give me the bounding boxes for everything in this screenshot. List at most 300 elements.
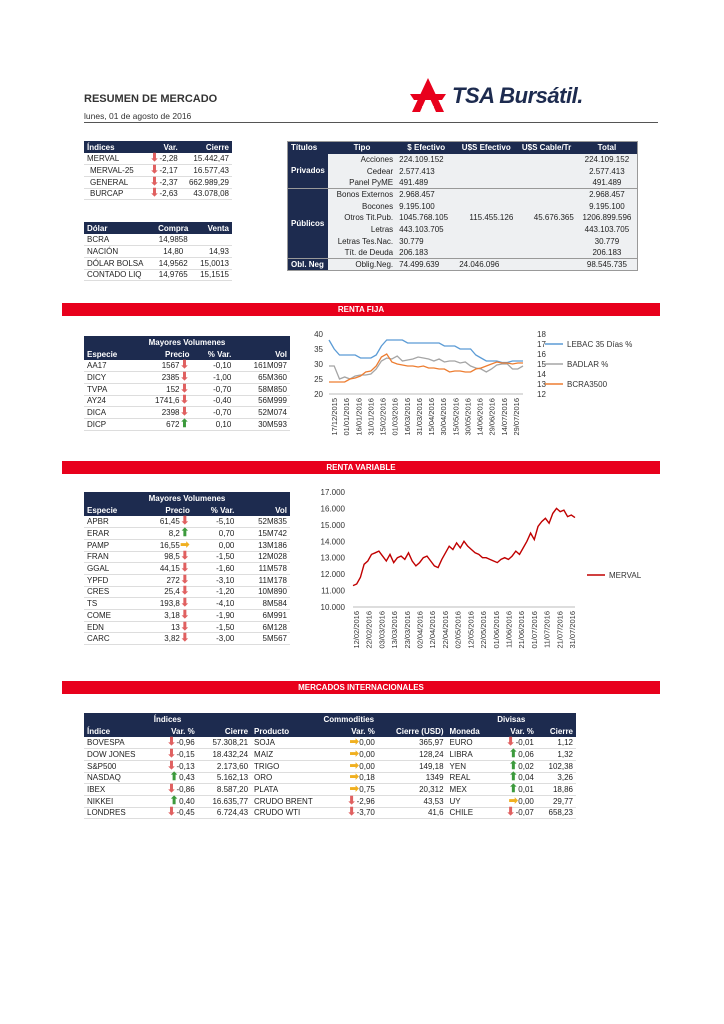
col-header: Títulos (291, 143, 318, 153)
arrow-down-icon: ⬇ (179, 371, 190, 384)
index-var: -0,15 (176, 750, 195, 760)
table-row (84, 749, 576, 761)
dolar-name: DÓLAR BOLSA (84, 257, 153, 269)
y-tick-label: 35 (314, 345, 323, 354)
dolar-name: CONTADO LIQ (84, 269, 153, 281)
especie-vol: 6M128 (237, 621, 290, 633)
x-tick-label: 15/02/2016 (378, 398, 388, 436)
table-row (84, 760, 576, 772)
especie-name: GGAL (84, 563, 139, 575)
index-var: 0,43 (179, 773, 195, 783)
col-header: Cierre (224, 726, 249, 736)
table-row (84, 407, 290, 419)
table-row (84, 516, 290, 528)
index-name: MERVAL (84, 153, 143, 165)
table-row (288, 212, 638, 224)
total-cell: 2.968.457 (589, 190, 625, 200)
col-header: % Var. (210, 505, 235, 515)
ars-cell: 2.968.457 (399, 190, 435, 200)
currency-name: LIBRA (447, 749, 493, 761)
table-row (288, 200, 638, 212)
col-header: Índices (87, 142, 115, 152)
especie-price: 13 (170, 622, 180, 632)
product-var: 0,00 (359, 738, 375, 748)
arrow-down-icon: ⬇ (180, 515, 190, 528)
ars-cell: 2.577.413 (399, 166, 435, 176)
especie-name: DICA (84, 407, 135, 419)
table-row (84, 610, 290, 622)
arrow-down-icon: ⬇ (180, 573, 190, 586)
col-header: Precio (165, 505, 190, 515)
especie-var: -0,70 (193, 407, 235, 419)
arrow-down-icon: ⬇ (180, 608, 190, 621)
especie-price: 3,18 (164, 610, 180, 620)
dolar-sell: 14,93 (193, 246, 232, 258)
cable-cell (516, 200, 577, 212)
cable-cell (516, 189, 577, 201)
especie-vol: 13M186 (237, 539, 290, 551)
x-tick-label: 30/05/2016 (463, 398, 473, 436)
y2-tick-label: 15 (537, 360, 546, 369)
product-name: CRUDO WTI (251, 807, 334, 819)
group-header: Divisas (497, 714, 526, 724)
x-tick-label: 01/06/2016 (491, 611, 501, 649)
tipo-cell: Acciones (360, 154, 394, 164)
arrow-down-icon: ⬇ (166, 736, 177, 749)
especie-name: APBR (84, 516, 139, 528)
table-row (84, 395, 290, 407)
product-var: 0,00 (359, 761, 375, 771)
arrow-down-icon: ⬇ (179, 382, 190, 395)
currency-name: REAL (447, 772, 493, 784)
tsa-logo (408, 76, 583, 116)
table-row (84, 633, 290, 645)
col-header: Total (597, 143, 617, 153)
especie-name: DICY (84, 372, 135, 384)
index-name: LONDRES (84, 807, 154, 819)
currency-var: 0,06 (518, 750, 534, 760)
index-close: 43.078,08 (181, 188, 232, 200)
product-close: 43,53 (378, 795, 447, 807)
especie-price: 1741,6 (155, 396, 180, 406)
renta-fija-banner: RENTA FIJA (62, 303, 660, 316)
ars-cell: 74.499.639 (399, 260, 440, 270)
col-header: Var. (163, 142, 178, 152)
especie-name: COME (84, 610, 139, 622)
especie-var: 0,70 (193, 528, 238, 540)
dolar-table (84, 222, 232, 281)
especie-name: YPFD (84, 574, 139, 586)
col-header: Índice (87, 726, 111, 736)
x-tick-label: 31/01/2016 (366, 398, 376, 436)
col-header: Precio (165, 349, 190, 359)
especie-vol: 6M991 (237, 610, 290, 622)
arrow-right-icon: ➡ (349, 783, 359, 796)
x-tick-label: 11/06/2016 (504, 611, 514, 648)
group-label: Públicos (288, 189, 328, 259)
especie-vol: 58M850 (234, 383, 290, 395)
y2-tick-label: 13 (537, 380, 546, 389)
y-tick-label: 30 (314, 360, 323, 369)
group-header: Índices (153, 714, 182, 724)
internacionales-table (84, 713, 576, 819)
currency-name: EURO (447, 737, 493, 749)
table-row (288, 259, 638, 271)
table-row (84, 795, 576, 807)
y-tick-label: 10.000 (320, 603, 345, 612)
table-row (288, 224, 638, 236)
especie-vol: 52M074 (234, 407, 290, 419)
table-row (84, 383, 290, 395)
table-row (288, 154, 638, 166)
arrow-down-icon: ⬇ (179, 394, 190, 407)
index-var: -2,63 (159, 189, 178, 199)
especie-vol: 56M999 (234, 395, 290, 407)
arrow-down-icon: ⬇ (149, 164, 160, 177)
currency-close: 1,12 (537, 737, 576, 749)
col-header: U$S Efectivo (461, 143, 511, 153)
x-tick-label: 13/03/2016 (390, 611, 400, 649)
currency-close: 102,38 (537, 760, 576, 772)
usd-cell (456, 189, 516, 201)
usd-cell (456, 224, 516, 236)
y2-tick-label: 14 (537, 370, 546, 379)
arrow-up-icon: ⬆ (179, 417, 190, 430)
cable-cell (516, 259, 577, 271)
table-row (84, 188, 232, 200)
legend-label: BADLAR % (567, 360, 609, 369)
cable-cell: 45.676.365 (533, 213, 574, 223)
y2-tick-label: 16 (537, 350, 546, 359)
total-cell: 2.577.413 (589, 166, 625, 176)
tipo-cell: Letras (370, 224, 394, 234)
table-row (84, 621, 290, 633)
especie-var: 0,00 (193, 539, 238, 551)
especie-name: EDN (84, 621, 139, 633)
especie-vol: 11M578 (237, 563, 290, 575)
arrow-right-icon: ➡ (349, 759, 359, 772)
table-row (288, 177, 638, 189)
col-header: Producto (254, 726, 290, 736)
usd-cell (456, 235, 516, 247)
tsa-logo-text: TSA Bursátil. (452, 83, 583, 108)
legend-label: BCRA3500 (567, 380, 608, 389)
col-header: Tipo (353, 143, 371, 153)
table-row (84, 551, 290, 563)
index-name: GENERAL (84, 176, 143, 188)
tipo-cell: Otros Tit.Pub. (344, 213, 394, 223)
total-cell: 206.183 (592, 248, 622, 258)
table-row (84, 563, 290, 575)
col-header: Compra (158, 223, 189, 233)
table-row (288, 235, 638, 247)
y-tick-label: 20 (314, 390, 323, 399)
x-tick-label: 22/04/2016 (440, 611, 450, 649)
tipo-cell: Tít. de Deuda (344, 248, 394, 258)
especie-name: ERAR (84, 528, 139, 540)
x-tick-label: 31/07/2016 (568, 611, 577, 649)
especie-vol: 12M028 (237, 551, 290, 563)
especie-vol: 161M097 (234, 360, 290, 372)
table-row (84, 257, 232, 269)
group-header: Commodities (323, 714, 375, 724)
x-tick-label: 29/06/2016 (487, 398, 497, 436)
product-close: 41,6 (378, 807, 447, 819)
legend-label: LEBAC 35 Días % (567, 340, 633, 349)
arrow-up-icon: ⬆ (169, 771, 179, 784)
currency-var: -0,01 (515, 738, 534, 748)
col-header: Var. % (351, 726, 375, 736)
arrow-down-icon: ⬇ (180, 562, 190, 575)
dolar-name: NACIÓN (84, 246, 153, 258)
especie-name: TVPA (84, 383, 135, 395)
especie-price: 44,15 (159, 564, 180, 574)
y2-tick-label: 18 (537, 330, 546, 339)
cable-cell (516, 247, 577, 259)
tipo-cell: Cedear (366, 166, 394, 176)
renta-fija-chart (295, 326, 675, 456)
index-close: 15.442,47 (181, 153, 232, 165)
renta-fija-table (84, 336, 290, 431)
x-tick-label: 22/02/2016 (364, 611, 374, 649)
table-row (84, 153, 232, 165)
table-row (288, 165, 638, 177)
total-cell: 98.545.735 (586, 260, 627, 270)
table-row (84, 246, 232, 258)
product-close: 1349 (378, 772, 447, 784)
index-name: BOVESPA (84, 737, 154, 749)
arrow-right-icon: ➡ (349, 748, 359, 761)
arrow-down-icon: ⬇ (166, 806, 177, 819)
col-header: Vol (275, 349, 287, 359)
arrow-right-icon: ➡ (349, 736, 359, 749)
col-header: % Var. (207, 349, 232, 359)
x-tick-label: 14/07/2016 (499, 398, 509, 436)
cable-cell (516, 235, 577, 247)
arrow-up-icon: ⬆ (508, 783, 518, 796)
arrow-down-icon: ⬇ (180, 632, 190, 645)
x-tick-label: 15/05/2016 (451, 398, 461, 436)
product-name: PLATA (251, 784, 334, 796)
indices-table (84, 141, 232, 200)
y-tick-label: 40 (314, 330, 323, 339)
ars-cell: 206.183 (399, 248, 429, 258)
especie-vol: 30M593 (234, 418, 290, 430)
table-row (84, 772, 576, 784)
currency-var: 0,02 (518, 761, 534, 771)
table-row (84, 269, 232, 281)
especie-name: TS (84, 598, 139, 610)
product-name: MAIZ (251, 749, 334, 761)
total-cell: 443.103.705 (584, 224, 630, 234)
especie-price: 16,55 (159, 540, 180, 550)
especie-vol: 65M360 (234, 372, 290, 384)
x-tick-label: 02/05/2016 (453, 611, 463, 649)
currency-close: 3,26 (537, 772, 576, 784)
dolar-sell (193, 234, 232, 246)
x-tick-label: 21/07/2016 (555, 611, 565, 649)
especie-price: 98,5 (164, 552, 180, 562)
currency-close: 29,77 (537, 795, 576, 807)
ars-cell: 491.489 (399, 177, 429, 187)
arrow-up-icon: ⬆ (508, 748, 518, 761)
header-rule (84, 122, 658, 123)
col-header: Moneda (449, 726, 480, 736)
col-header: Cierre (549, 726, 573, 736)
y-tick-label: 25 (314, 375, 323, 384)
especie-var: -3,00 (193, 633, 238, 645)
especie-price: 272 (166, 575, 180, 585)
table-row (84, 784, 576, 796)
arrow-down-icon: ⬇ (506, 736, 516, 749)
arrow-down-icon: ⬇ (180, 585, 190, 598)
x-tick-label: 01/07/2016 (529, 611, 539, 649)
total-cell: 9.195.100 (589, 201, 625, 211)
table-row (84, 528, 290, 540)
y-tick-label: 12.000 (320, 570, 345, 580)
product-close: 128,24 (378, 749, 447, 761)
especie-var: -1,50 (193, 621, 238, 633)
currency-close: 18,86 (537, 784, 576, 796)
group-label: Privados (288, 154, 328, 189)
product-name: TRIGO (251, 760, 334, 772)
tipo-cell: Bonos Externos (336, 190, 394, 200)
group-label: Obl. Neg (288, 259, 328, 271)
tipo-cell: Oblig.Neg. (355, 260, 394, 270)
total-cell: 224.109.152 (584, 154, 630, 164)
index-name: BURCAP (84, 188, 143, 200)
total-cell: 30.779 (594, 236, 620, 246)
especie-vol: 15M742 (237, 528, 290, 540)
y-tick-label: 17.000 (320, 488, 345, 497)
especie-var: -3,10 (193, 574, 238, 586)
index-close: 16.577,43 (181, 165, 232, 177)
index-var: -0,86 (176, 785, 195, 795)
index-var: -0,45 (176, 808, 195, 818)
arrow-down-icon: ⬇ (149, 152, 160, 165)
tipo-cell: Panel PyME (349, 177, 394, 187)
arrow-down-icon: ⬇ (506, 806, 516, 819)
table-title: Mayores Volumenes (148, 337, 226, 347)
index-var: -2,37 (159, 177, 178, 187)
usd-cell (456, 177, 516, 189)
col-header: Cierre (USD) (395, 726, 444, 736)
table-row (84, 807, 576, 819)
x-tick-label: 16/03/2016 (402, 398, 412, 436)
especie-var: -1,90 (193, 610, 238, 622)
table-row (84, 574, 290, 586)
arrow-up-icon: ⬆ (180, 527, 190, 540)
table-row (84, 165, 232, 177)
index-var: -0,13 (176, 761, 195, 771)
arrow-down-icon: ⬇ (149, 175, 160, 188)
ars-cell: 9.195.100 (399, 201, 435, 211)
product-var: -2,96 (356, 796, 375, 806)
cable-cell (516, 177, 577, 189)
product-name: SOJA (251, 737, 334, 749)
especie-vol: 52M835 (237, 516, 290, 528)
index-close: 6.724,43 (198, 807, 251, 819)
dolar-buy: 14,9562 (153, 257, 193, 269)
x-tick-label: 15/04/2016 (427, 398, 437, 436)
currency-name: CHILE (447, 807, 493, 819)
especie-vol: 10M890 (237, 586, 290, 598)
x-tick-label: 16/01/2016 (354, 398, 364, 436)
especie-name: PAMP (84, 539, 139, 551)
currency-var: 0,04 (518, 773, 534, 783)
index-var: -2,28 (159, 154, 178, 164)
tipo-cell: Bocones (362, 201, 394, 211)
index-name: DOW JONES (84, 749, 154, 761)
table-row (84, 234, 232, 246)
especie-price: 2398 (161, 408, 180, 418)
usd-cell (456, 200, 516, 212)
especie-name: FRAN (84, 551, 139, 563)
arrow-down-icon: ⬇ (180, 550, 190, 563)
tsa-logo-icon (408, 76, 448, 116)
usd-cell: 24.046.096 (459, 260, 500, 270)
arrow-up-icon: ⬆ (508, 759, 518, 772)
x-tick-label: 12/04/2016 (428, 611, 438, 649)
arrow-down-icon: ⬇ (166, 748, 177, 761)
dolar-buy: 14,9858 (153, 234, 193, 246)
y-tick-label: 11.000 (321, 586, 345, 596)
usd-cell: 115.455.126 (469, 213, 514, 223)
ars-cell: 224.109.152 (399, 154, 444, 164)
col-header: Especie (87, 505, 118, 515)
currency-name: MEX (447, 784, 493, 796)
especie-vol: 11M178 (237, 574, 290, 586)
dolar-sell: 15,0013 (193, 257, 232, 269)
index-close: 2.173,60 (198, 760, 251, 772)
arrow-right-icon: ➡ (180, 538, 190, 551)
especie-price: 25,4 (164, 587, 180, 597)
report-title: RESUMEN DE MERCADO (84, 93, 218, 105)
x-tick-label: 22/05/2016 (479, 611, 489, 649)
col-header: U$S Cable/Tr (521, 143, 572, 153)
arrow-right-icon: ➡ (349, 771, 359, 784)
x-tick-label: 30/04/2016 (439, 398, 449, 436)
product-name: CRUDO BRENT (251, 795, 334, 807)
currency-name: YEN (447, 760, 493, 772)
especie-var: -0,70 (193, 383, 235, 395)
especie-var: -0,40 (193, 395, 235, 407)
currency-var: 0,01 (518, 785, 534, 795)
product-close: 365,97 (378, 737, 447, 749)
table-title: Mayores Volumenes (148, 493, 226, 503)
especie-price: 672 (166, 419, 180, 429)
index-var: -2,17 (159, 166, 178, 176)
x-tick-label: 31/03/2016 (414, 398, 424, 436)
cable-cell (516, 224, 577, 236)
arrow-down-icon: ⬇ (180, 620, 190, 633)
currency-var: -0,07 (515, 808, 534, 818)
y-tick-label: 16.000 (320, 504, 345, 514)
x-tick-label: 01/01/2016 (342, 398, 352, 436)
table-row (84, 360, 290, 372)
y-tick-label: 15.000 (320, 520, 345, 530)
usd-cell (456, 247, 516, 259)
arrow-down-icon: ⬇ (179, 359, 190, 372)
legend-label: MERVAL (609, 571, 642, 580)
arrow-down-icon: ⬇ (166, 783, 177, 796)
especie-price: 193,8 (159, 599, 180, 609)
arrow-down-icon: ⬇ (179, 406, 190, 419)
col-header: Vol (275, 505, 287, 515)
especie-var: -4,10 (193, 598, 238, 610)
especie-var: 0,10 (193, 418, 235, 430)
dolar-buy: 14,9765 (153, 269, 193, 281)
